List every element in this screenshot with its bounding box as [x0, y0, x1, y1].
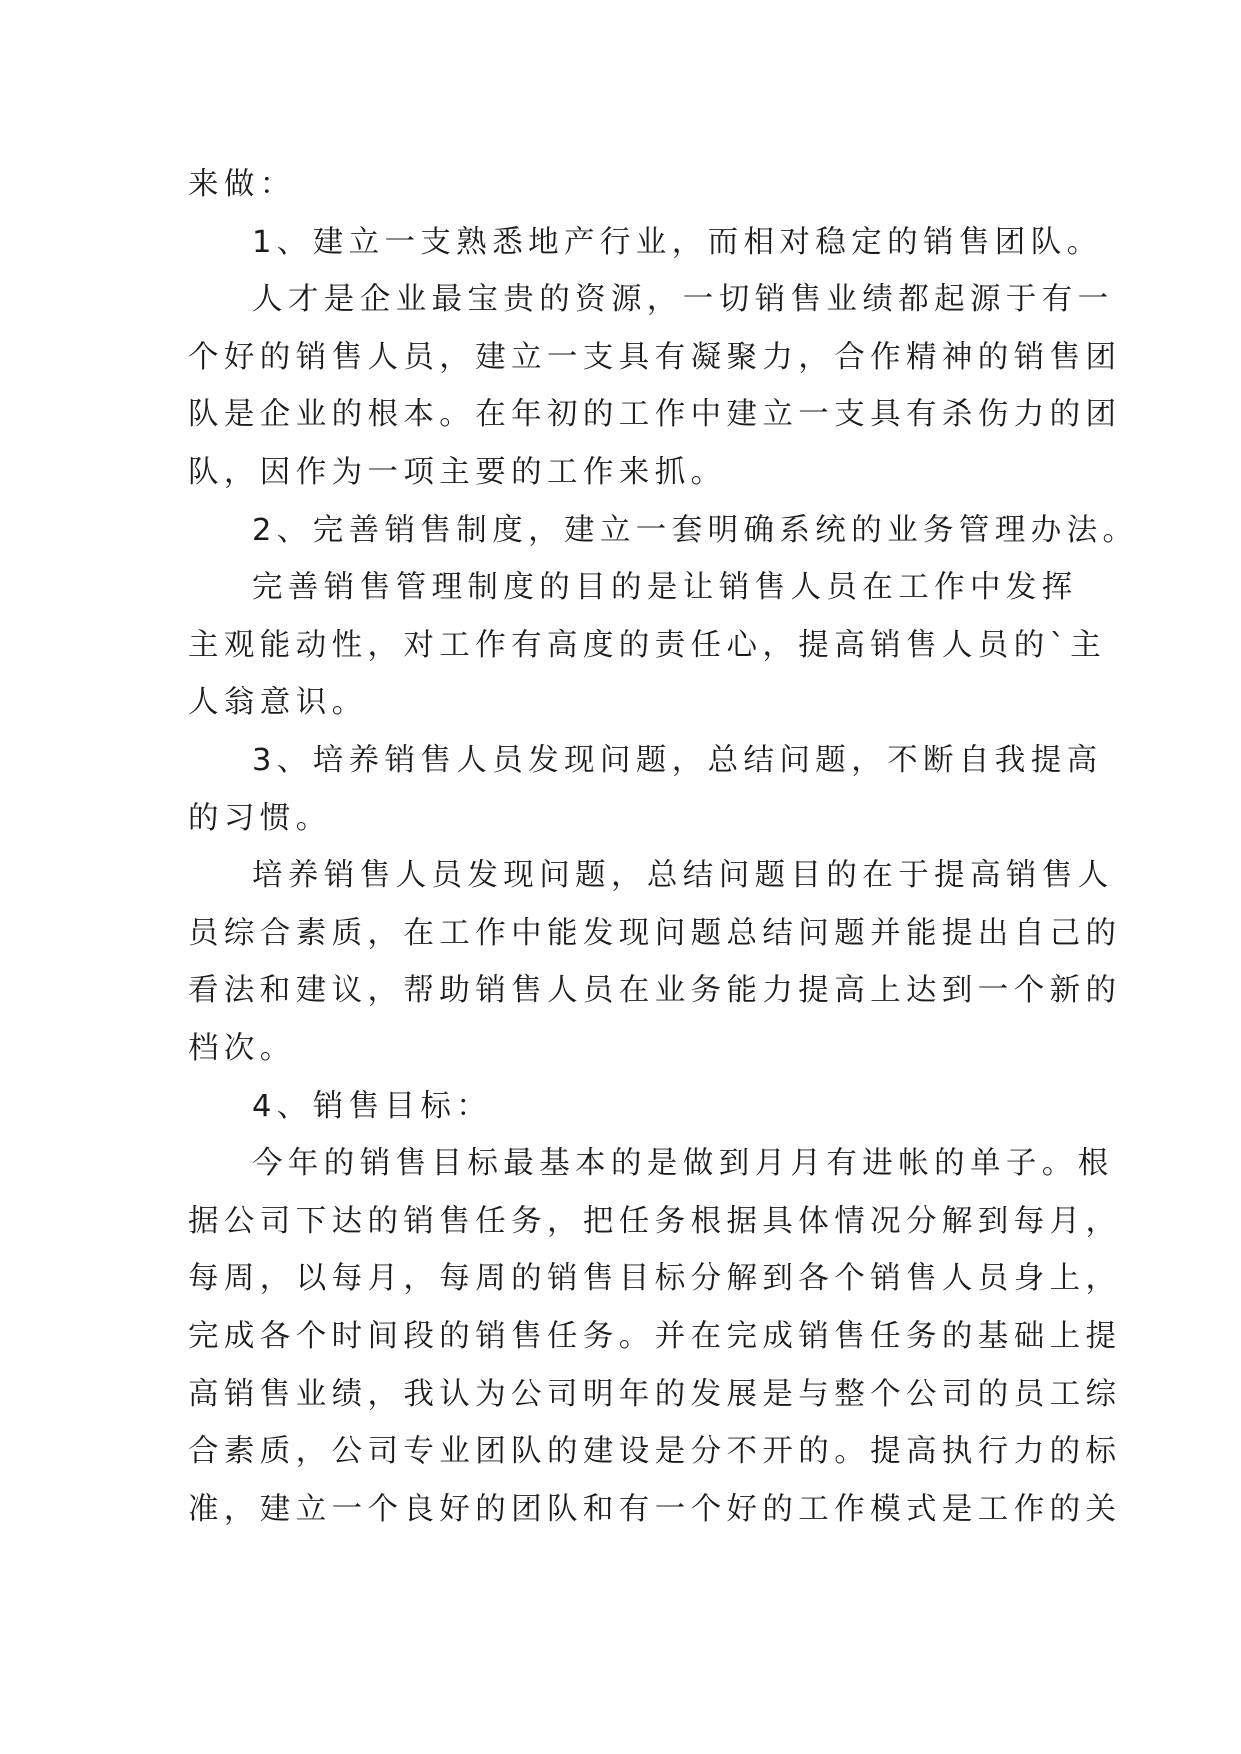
- text-line: 准，建立一个良好的团队和有一个好的工作模式是工作的关: [188, 1492, 1122, 1527]
- section-heading: 4、销售目标：: [252, 1089, 493, 1124]
- text-line: 看法和建议，帮助销售人员在业务能力提高上达到一个新的: [188, 973, 1122, 1008]
- text-line: 个好的销售人员，建立一支具有凝聚力，合作精神的销售团: [188, 340, 1122, 375]
- section-heading: 3、培养销售人员发现问题，总结问题，不断自我提高: [252, 743, 1103, 778]
- section-heading: 2、完善销售制度，建立一套明确系统的业务管理办法。: [252, 513, 1139, 548]
- text-line: 培养销售人员发现问题，总结问题目的在于提高销售人: [252, 858, 1114, 893]
- text-line: 队，因作为一项主要的工作来抓。: [188, 455, 727, 490]
- text-line: 合素质，公司专业团队的建设是分不开的。提高执行力的标: [188, 1434, 1122, 1469]
- text-line: 据公司下达的销售任务，把任务根据具体情况分解到每月，: [188, 1204, 1122, 1239]
- text-line: 来做：: [188, 167, 296, 202]
- text-line: 今年的销售目标最基本的是做到月月有进帐的单子。根: [252, 1146, 1114, 1181]
- text-line: 档次。: [188, 1031, 296, 1066]
- text-line: 每周，以每月，每周的销售目标分解到各个销售人员身上，: [188, 1261, 1122, 1296]
- text-line: 人翁意识。: [188, 685, 368, 720]
- text-line: 高销售业绩，我认为公司明年的发展是与整个公司的员工综: [188, 1377, 1122, 1412]
- text-line: 的习惯。: [188, 801, 332, 836]
- text-line: 人才是企业最宝贵的资源，一切销售业绩都起源于有一: [252, 282, 1114, 317]
- text-line: 队是企业的根本。在年初的工作中建立一支具有杀伤力的团: [188, 397, 1122, 432]
- text-line: 完成各个时间段的销售任务。并在完成销售任务的基础上提: [188, 1319, 1122, 1354]
- text-line: 员综合素质，在工作中能发现问题总结问题并能提出自己的: [188, 916, 1122, 951]
- section-heading: 1、建立一支熟悉地产行业，而相对稳定的销售团队。: [252, 225, 1103, 260]
- text-line: 主观能动性，对工作有高度的责任心，提高销售人员的`主: [188, 628, 1107, 663]
- text-line: 完善销售管理制度的目的是让销售人员在工作中发挥: [252, 570, 1078, 605]
